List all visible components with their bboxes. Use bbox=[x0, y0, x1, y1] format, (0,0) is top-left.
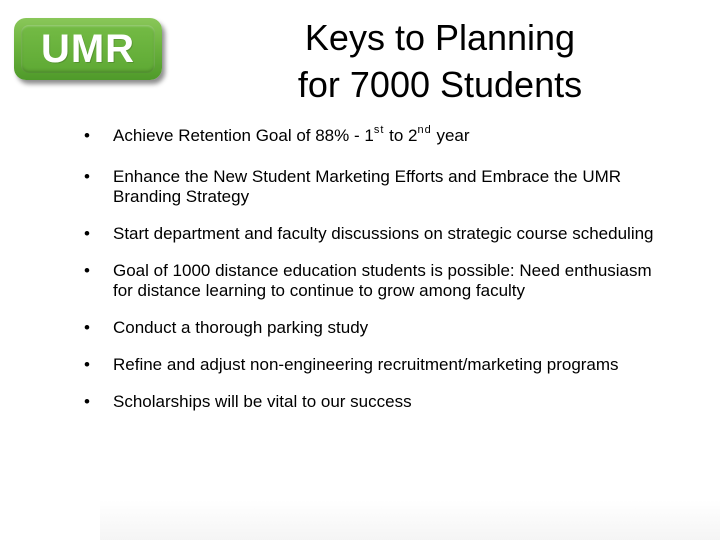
bullet-icon: • bbox=[84, 126, 90, 145]
bullet-text: Start department and faculty discussions on strategic course scheduling bbox=[113, 224, 654, 243]
bullet-text-part: to 2 bbox=[384, 126, 418, 145]
bullet-list bbox=[84, 122, 674, 412]
bullet-text: Scholarships will be vital to our success bbox=[113, 392, 412, 411]
bullet-icon: • bbox=[84, 224, 90, 243]
bullet-item-distance-education bbox=[84, 261, 674, 301]
logo-badge bbox=[21, 25, 155, 73]
bullet-item-parking bbox=[84, 318, 674, 338]
bullet-text: Conduct a thorough parking study bbox=[113, 318, 369, 337]
title-line-2: for 7000 Students bbox=[297, 64, 583, 105]
bullet-icon: • bbox=[84, 261, 90, 280]
bullet-icon: • bbox=[84, 167, 90, 186]
bullet-text-part: Achieve Retention Goal of 88% - 1 bbox=[113, 126, 374, 145]
bottom-gradient bbox=[100, 500, 720, 540]
umr-logo bbox=[14, 18, 162, 80]
bullet-text-part: year bbox=[431, 126, 470, 145]
bullet-item-marketing bbox=[84, 167, 674, 207]
bullet-icon: • bbox=[84, 318, 90, 337]
bullet-item-retention bbox=[84, 126, 674, 146]
ordinal-suffix: nd bbox=[417, 124, 432, 137]
slide-title bbox=[240, 14, 640, 108]
logo-text: UMR bbox=[40, 27, 136, 71]
bullet-icon: • bbox=[84, 355, 90, 374]
bullet-icon: • bbox=[84, 392, 90, 411]
bullet-text: Enhance the New Student Marketing Efforts and Embrace the UMR Branding Strategy bbox=[113, 167, 622, 206]
bullet-text: Goal of 1000 distance education students is possible: Need enthusiasm for distance learning to continue to grow among faculty bbox=[113, 261, 652, 300]
bullet-item-scholarships bbox=[84, 392, 674, 412]
bullet-item-scheduling bbox=[84, 224, 674, 244]
title-line-1: Keys to Planning bbox=[304, 17, 576, 58]
bullet-text bbox=[113, 126, 470, 145]
ordinal-suffix: st bbox=[373, 124, 385, 137]
bullet-item-recruitment bbox=[84, 355, 674, 375]
bullet-text: Refine and adjust non-engineering recruitment/marketing programs bbox=[113, 355, 619, 374]
